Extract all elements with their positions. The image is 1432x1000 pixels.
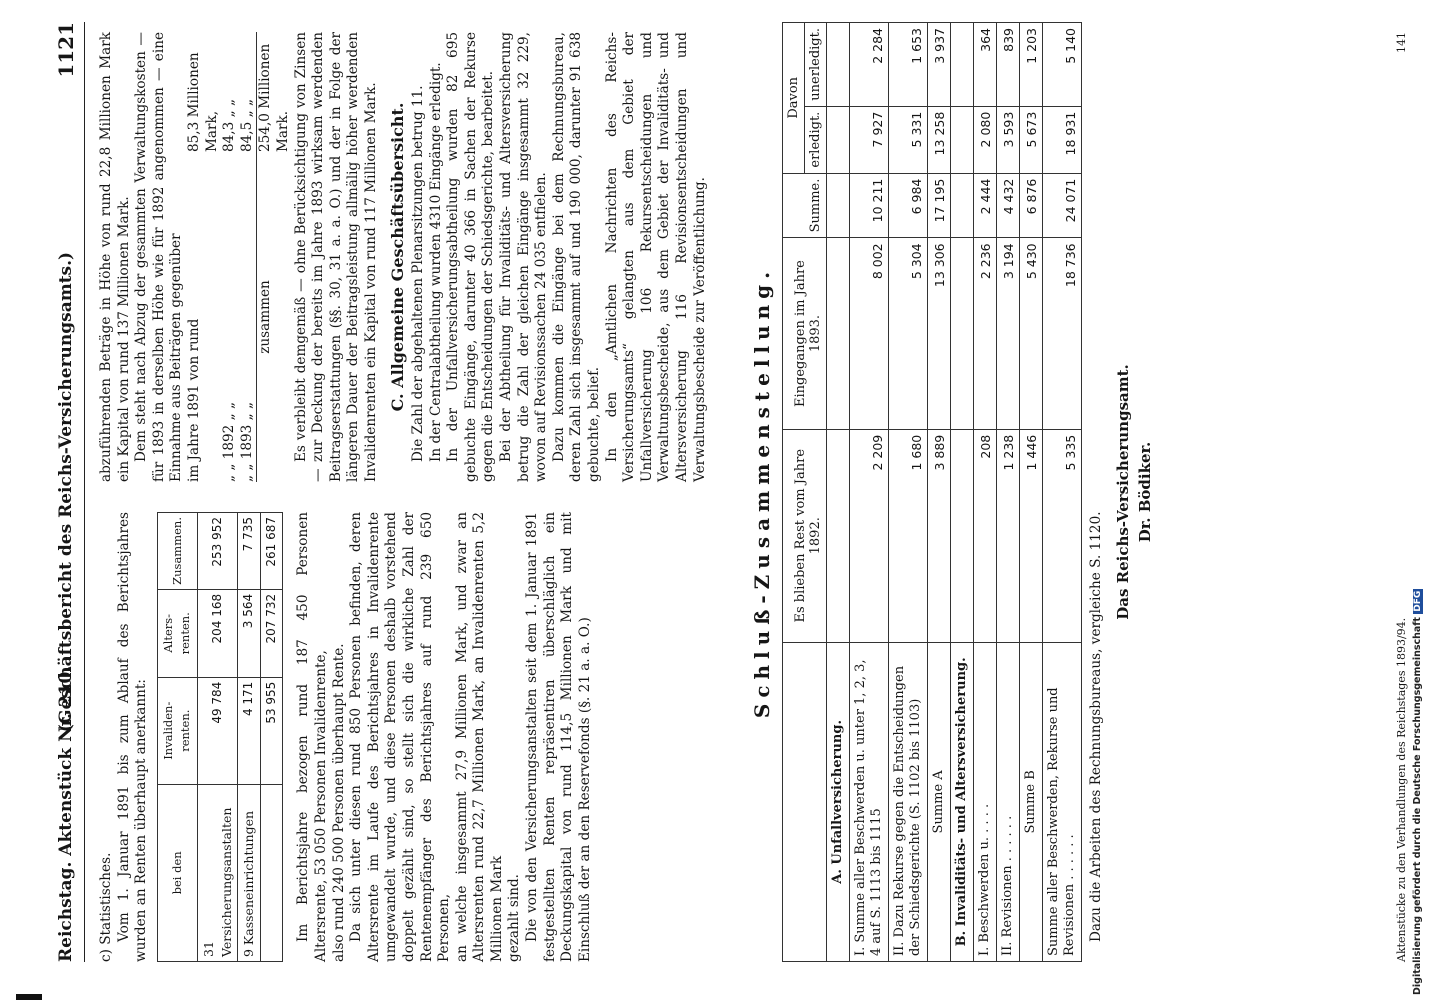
dfg-text: Digitalisierung gefördert durch die Deutsche Forschungsgemeinschaft bbox=[1412, 617, 1423, 995]
total-sum: 261 687 bbox=[260, 513, 283, 590]
cell: 1 446 bbox=[1020, 429, 1043, 642]
cell: 5 673 bbox=[1020, 106, 1043, 173]
list-item bbox=[239, 32, 257, 482]
cell: 364 bbox=[974, 23, 997, 107]
money-value: 84,3 „ „ bbox=[221, 99, 238, 152]
cell: 1 653 bbox=[889, 23, 928, 107]
document-page bbox=[40, 22, 1420, 962]
row-label: II. Revisionen . . . . . . bbox=[997, 642, 1020, 961]
paragraph: Es verbleibt demgemäß — ohne Berücksichtigung von Zinsen — zur Deckung der bereits im Jahre 1893 wirksam werdenden Beitragserstattungen (§§. 30, 31 a. a. O.) und der in Folge der längeren Dauer der Beitragsleistung allmälig höher werdenden Invalidenrenten ein Kapital von rund 117 Millionen Mark. bbox=[292, 32, 379, 482]
section-row bbox=[951, 23, 974, 962]
th-eingegangen: Eingegangen im Jahre 1893. bbox=[783, 238, 827, 429]
scan-mark bbox=[16, 994, 42, 1000]
th-unerledigt: unerledigt. bbox=[805, 23, 827, 107]
row-label: 9 Kasseneinrichtungen bbox=[238, 784, 261, 961]
cell: 1 680 bbox=[889, 429, 928, 642]
cell: 24 071 bbox=[1043, 173, 1082, 238]
summary-note: Dazu die Arbeiten des Rechnungsbureaus, vergleiche S. 1120. bbox=[1088, 511, 1104, 942]
page-number: 1121 bbox=[54, 22, 78, 78]
cell: 208 bbox=[974, 429, 997, 642]
money-label: „ „ 1892 „ „ bbox=[221, 401, 238, 482]
th-summe: Summe. bbox=[783, 173, 827, 238]
intro-paragraph: Vom 1. Januar 1891 bis zum Ablauf des Berichtsjahres wurden an Renten überhaupt anerkannt: bbox=[115, 512, 150, 962]
paragraph: In der Centralabtheilung wurden 4310 Eingänge erledigt. bbox=[427, 62, 444, 462]
header-center: (Geschäftsbericht des Reichs-Versicherungsamts.) bbox=[56, 251, 76, 733]
header-left: Reichstag. Aktenstück Nr. 210. bbox=[56, 665, 76, 962]
paragraph: Dazu kommen die Eingänge bei dem Rechnungsbureau, deren Zahl sich insgesammt auf und 190 000, darunter 91 638 gebuchte, belief. bbox=[550, 32, 603, 482]
cell: 5 335 bbox=[1043, 429, 1082, 642]
row-label: 31 Versicherungsanstalten bbox=[197, 784, 237, 961]
section-row bbox=[827, 23, 850, 962]
section-heading: C. Allgemeine Geschäftsübersicht. bbox=[387, 102, 407, 412]
total-inv: 53 955 bbox=[260, 677, 283, 784]
cell: 3 194 bbox=[997, 238, 1020, 429]
section-c-heading: c) Statistisches. bbox=[98, 852, 114, 962]
cell: 2 209 bbox=[850, 429, 889, 642]
row-label: Summe aller Beschwerden, Rekurse und Revisionen . . . . . . bbox=[1043, 642, 1082, 961]
table-row bbox=[997, 23, 1020, 962]
list-item bbox=[256, 32, 292, 482]
paragraph: abzuführenden Beträge in Höhe von rund 22,8 Millionen Mark ein Kapital von rund 137 Millionen Mark. bbox=[98, 32, 132, 482]
signature-name: Dr. Bödiker. bbox=[1136, 441, 1154, 543]
table-row bbox=[974, 23, 997, 962]
cell: 6 876 bbox=[1020, 173, 1043, 238]
page-header bbox=[50, 22, 85, 962]
paragraph: Bei der Abtheilung für Invaliditäts- und Altersversicherung betrug die Zahl der gleichen Eingänge insgesammt 32 229, wovon auf Revisionssachen 24 035 entfielen. bbox=[498, 32, 550, 482]
money-label: zusammen bbox=[257, 280, 274, 354]
dfg-strip bbox=[1408, 0, 1432, 1000]
th-zusammen: Zusammen. bbox=[157, 513, 197, 590]
cell-alt: 3 564 bbox=[238, 589, 261, 677]
th-rest: Es blieben Rest vom Jahre 1892. bbox=[783, 429, 827, 642]
paragraph: In den „Amtlichen Nachrichten des Reichs-Versicherungsamts“ gelangten aus dem Gebiet der Unfallversicherung 106 Rekursentscheidungen und Verwaltungsbescheide, aus dem Gebiet der Invaliditäts- und Altersversicherung 116 Revisionsentscheidungen und Verwaltungsbescheide zur Veröffentlichung. bbox=[603, 32, 708, 482]
cell-alt: 204 168 bbox=[197, 589, 237, 677]
table-row bbox=[238, 513, 261, 962]
cell: 18 736 bbox=[1043, 238, 1082, 429]
cell: 5 304 bbox=[889, 238, 928, 429]
cell: 5 331 bbox=[889, 106, 928, 173]
row-label: II. Dazu Rekurse gegen die Entscheidungen der Schiedsgerichte (S. 1102 bis 1103) bbox=[889, 642, 928, 961]
cell: 7 927 bbox=[850, 106, 889, 173]
paragraph: Da sich unter diesen rund 850 Personen befinden, deren Altersrente im Laufe des Berichtsjahres in Invalidenrente umgewandelt wurde, und diese Personen deshalb vorstehend doppelt gezählt sind, so stellt sich die wirkliche Zahl der Rentenempfänger des Berichtsjahres auf rund 239 650 Personen, bbox=[348, 512, 453, 962]
list-item bbox=[186, 32, 221, 482]
cell: 18 931 bbox=[1043, 106, 1082, 173]
table-row bbox=[197, 513, 237, 962]
row-label: Summe A bbox=[928, 642, 951, 961]
money-value: 254,0 Millionen Mark. bbox=[257, 43, 291, 152]
money-value: 84,5 „ „ bbox=[238, 99, 255, 152]
dfg-logo: DFG bbox=[1413, 590, 1423, 612]
cell: 3 593 bbox=[997, 106, 1020, 173]
table-row bbox=[850, 23, 889, 962]
cell: 5 140 bbox=[1043, 23, 1082, 107]
cell: 4 432 bbox=[997, 173, 1020, 238]
cell: 6 984 bbox=[889, 173, 928, 238]
row-label: Summe B bbox=[1020, 642, 1043, 961]
summary-title: Schluß-Zusammenstellung. bbox=[750, 265, 774, 719]
cell-inv: 49 784 bbox=[197, 677, 237, 784]
summary-section bbox=[750, 22, 1156, 962]
paragraph: Die Zahl der abgehaltenen Plenarsitzungen betrug 11. bbox=[410, 85, 427, 462]
cell: 2 284 bbox=[850, 23, 889, 107]
cell: 13 306 bbox=[928, 238, 951, 429]
cell: 2 080 bbox=[974, 106, 997, 173]
section-a-label: A. Unfallversicherung. bbox=[827, 642, 850, 961]
cell: 2 444 bbox=[974, 173, 997, 238]
cell: 3 889 bbox=[928, 429, 951, 642]
th-invaliden: Invaliden-renten. bbox=[157, 677, 197, 784]
section-b-label: B. Invaliditäts- und Altersversicherung. bbox=[951, 642, 974, 961]
cell: 13 258 bbox=[928, 106, 951, 173]
money-value: 85,3 Millionen Mark, bbox=[185, 52, 220, 152]
cell: 5 430 bbox=[1020, 238, 1043, 429]
total-row bbox=[260, 513, 283, 962]
th-alters: Alters-renten. bbox=[157, 589, 197, 677]
summary-table bbox=[782, 22, 1082, 962]
renten-table bbox=[157, 512, 284, 962]
signature-authority: Das Reichs-Versicherungsamt. bbox=[1114, 364, 1132, 620]
table-row bbox=[889, 23, 928, 962]
th-davon: Davon bbox=[783, 23, 805, 174]
left-column bbox=[98, 512, 594, 962]
th-erledigt: erledigt. bbox=[805, 106, 827, 173]
right-column bbox=[98, 32, 709, 482]
paragraph: Dem steht nach Abzug der gesammten Verwaltungskosten — für 1893 in derselben Höhe wie für 1892 angenommen — eine Einnahme aus Beiträgen gegenüber bbox=[133, 32, 185, 482]
paragraph: gezahlt sind. bbox=[506, 873, 523, 962]
money-label: im Jahre 1891 von rund bbox=[185, 318, 202, 482]
cell: 17 195 bbox=[928, 173, 951, 238]
th-bei-den: bei den bbox=[157, 784, 197, 961]
cell-inv: 4 171 bbox=[238, 677, 261, 784]
grand-total-row bbox=[1043, 23, 1082, 962]
cell: 2 236 bbox=[974, 238, 997, 429]
footer-right: 141 bbox=[1395, 32, 1408, 53]
cell-sum: 7 735 bbox=[238, 513, 261, 590]
signature-block bbox=[1112, 22, 1156, 962]
sum-row bbox=[928, 23, 951, 962]
cell: 8 002 bbox=[850, 238, 889, 429]
money-label: „ „ 1893 „ „ bbox=[238, 401, 255, 482]
paragraph: In der Unfallversicherungsabtheilung wurden 82 695 gebuchte Eingänge, darunter 40 366 in Sachen der Rekurse gegen die Entscheidungen der Schiedsgerichte, bearbeitet. bbox=[445, 32, 497, 482]
sum-row bbox=[1020, 23, 1043, 962]
total-alt: 207 732 bbox=[260, 589, 283, 677]
cell: 839 bbox=[997, 23, 1020, 107]
money-list bbox=[186, 32, 293, 482]
row-label: I. Summe aller Beschwerden u. unter 1, 2, 3, 4 auf S. 1113 bis 1115 bbox=[850, 642, 889, 961]
list-item bbox=[221, 32, 239, 482]
cell: 1 203 bbox=[1020, 23, 1043, 107]
footer-left: Aktenstücke zu den Verhandlungen des Reichstages 1893/94. bbox=[1395, 617, 1408, 962]
cell: 3 937 bbox=[928, 23, 951, 107]
cell-sum: 253 952 bbox=[197, 513, 237, 590]
dfg-notice bbox=[1412, 589, 1423, 995]
paragraph: Im Berichtsjahre bezogen rund 187 450 Personen Altersrente, 53 050 Personen Invalidenrente, bbox=[295, 512, 329, 962]
row-label: I. Beschwerden u. . . . . bbox=[974, 642, 997, 961]
cell: 10 211 bbox=[850, 173, 889, 238]
page-footer bbox=[1395, 22, 1408, 962]
paragraph: an welche insgesammt 27,9 Millionen Mark, und zwar an Altersrenten rund 22,7 Millionen Mark, an Invalidenrenten 5,2 Millionen Mark bbox=[453, 512, 505, 962]
cell: 1 238 bbox=[997, 429, 1020, 642]
paragraph: Die von den Versicherungsanstalten seit dem 1. Januar 1891 festgestellten Renten repräsentiren überschläglich ein Deckungskapital von rund 114,5 Millionen Mark und mit Einschluß der an den Reservefonds (§. 21 a. a. O.) bbox=[524, 512, 593, 962]
paragraph: also rund 240 500 Personen überhaupt Rente. bbox=[330, 643, 347, 962]
